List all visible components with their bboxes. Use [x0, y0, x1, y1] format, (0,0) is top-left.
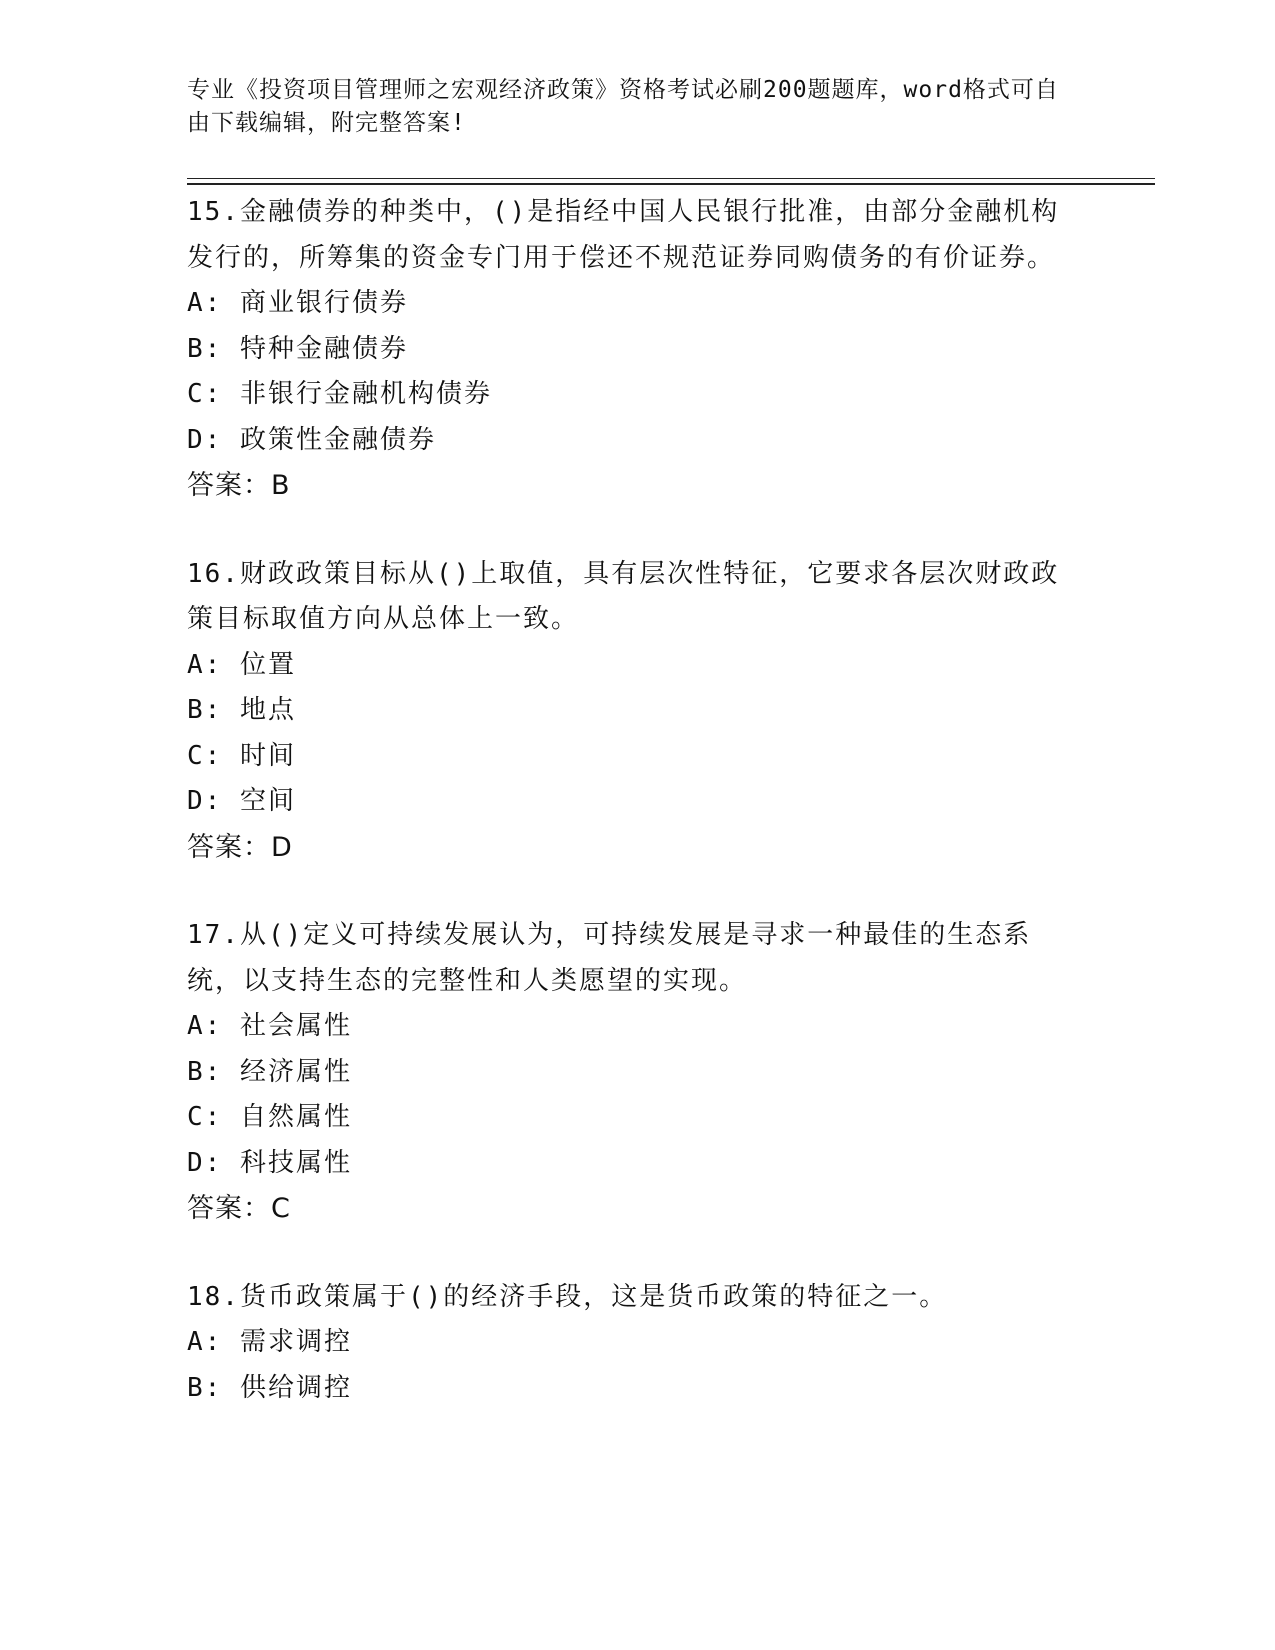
- option-b: B: 特种金融债券: [187, 333, 408, 364]
- question-15: [187, 190, 1087, 509]
- document-header: 专业《投资项目管理师之宏观经济政策》资格考试必刷200题题库，word格式可自由下载编辑，附完整答案!: [187, 77, 1059, 136]
- question-stem: 15.金融债券的种类中，()是指经中国人民银行批准，由部分金融机构发行的，所筹集的资金专门用于偿还不规范证券同购债务的有价证券。: [187, 197, 1060, 273]
- option-b: B: 地点: [187, 695, 296, 725]
- option-c: C: 非银行金融机构债券: [187, 379, 492, 409]
- option-a: A: 商业银行债券: [187, 288, 408, 318]
- option-b: B: 供给调控: [187, 1372, 352, 1403]
- question-stem: 17.从()定义可持续发展认为，可持续发展是寻求一种最佳的生态系统，以支持生态的完整性和人类愿望的实现。: [187, 920, 1032, 996]
- header-divider-thin: [187, 178, 1155, 179]
- header-divider-thick: [187, 183, 1155, 185]
- option-d: D: 科技属性: [187, 1147, 352, 1178]
- question-stem: 16.财政政策目标从()上取值，具有层次性特征，它要求各层次财政政策目标取值方向从总体上一致。: [187, 558, 1060, 634]
- question-stem: 18.货币政策属于()的经济手段，这是货币政策的特征之一。: [187, 1281, 948, 1312]
- question-16: [187, 552, 1087, 871]
- option-a: A: 位置: [187, 649, 296, 680]
- answer: 答案：C: [187, 1193, 291, 1224]
- option-d: D: 政策性金融债券: [187, 424, 436, 455]
- question-18: [187, 1275, 1087, 1412]
- question-17: [187, 913, 1087, 1232]
- answer: 答案：D: [187, 831, 293, 863]
- option-d: D: 空间: [187, 786, 296, 816]
- option-c: C: 自然属性: [187, 1102, 352, 1132]
- option-c: C: 时间: [187, 740, 296, 771]
- option-a: A: 需求调控: [187, 1327, 352, 1357]
- question-list: [187, 190, 1087, 1454]
- option-a: A: 社会属性: [187, 1011, 352, 1041]
- answer: 答案：B: [187, 470, 291, 501]
- option-b: B: 经济属性: [187, 1056, 352, 1087]
